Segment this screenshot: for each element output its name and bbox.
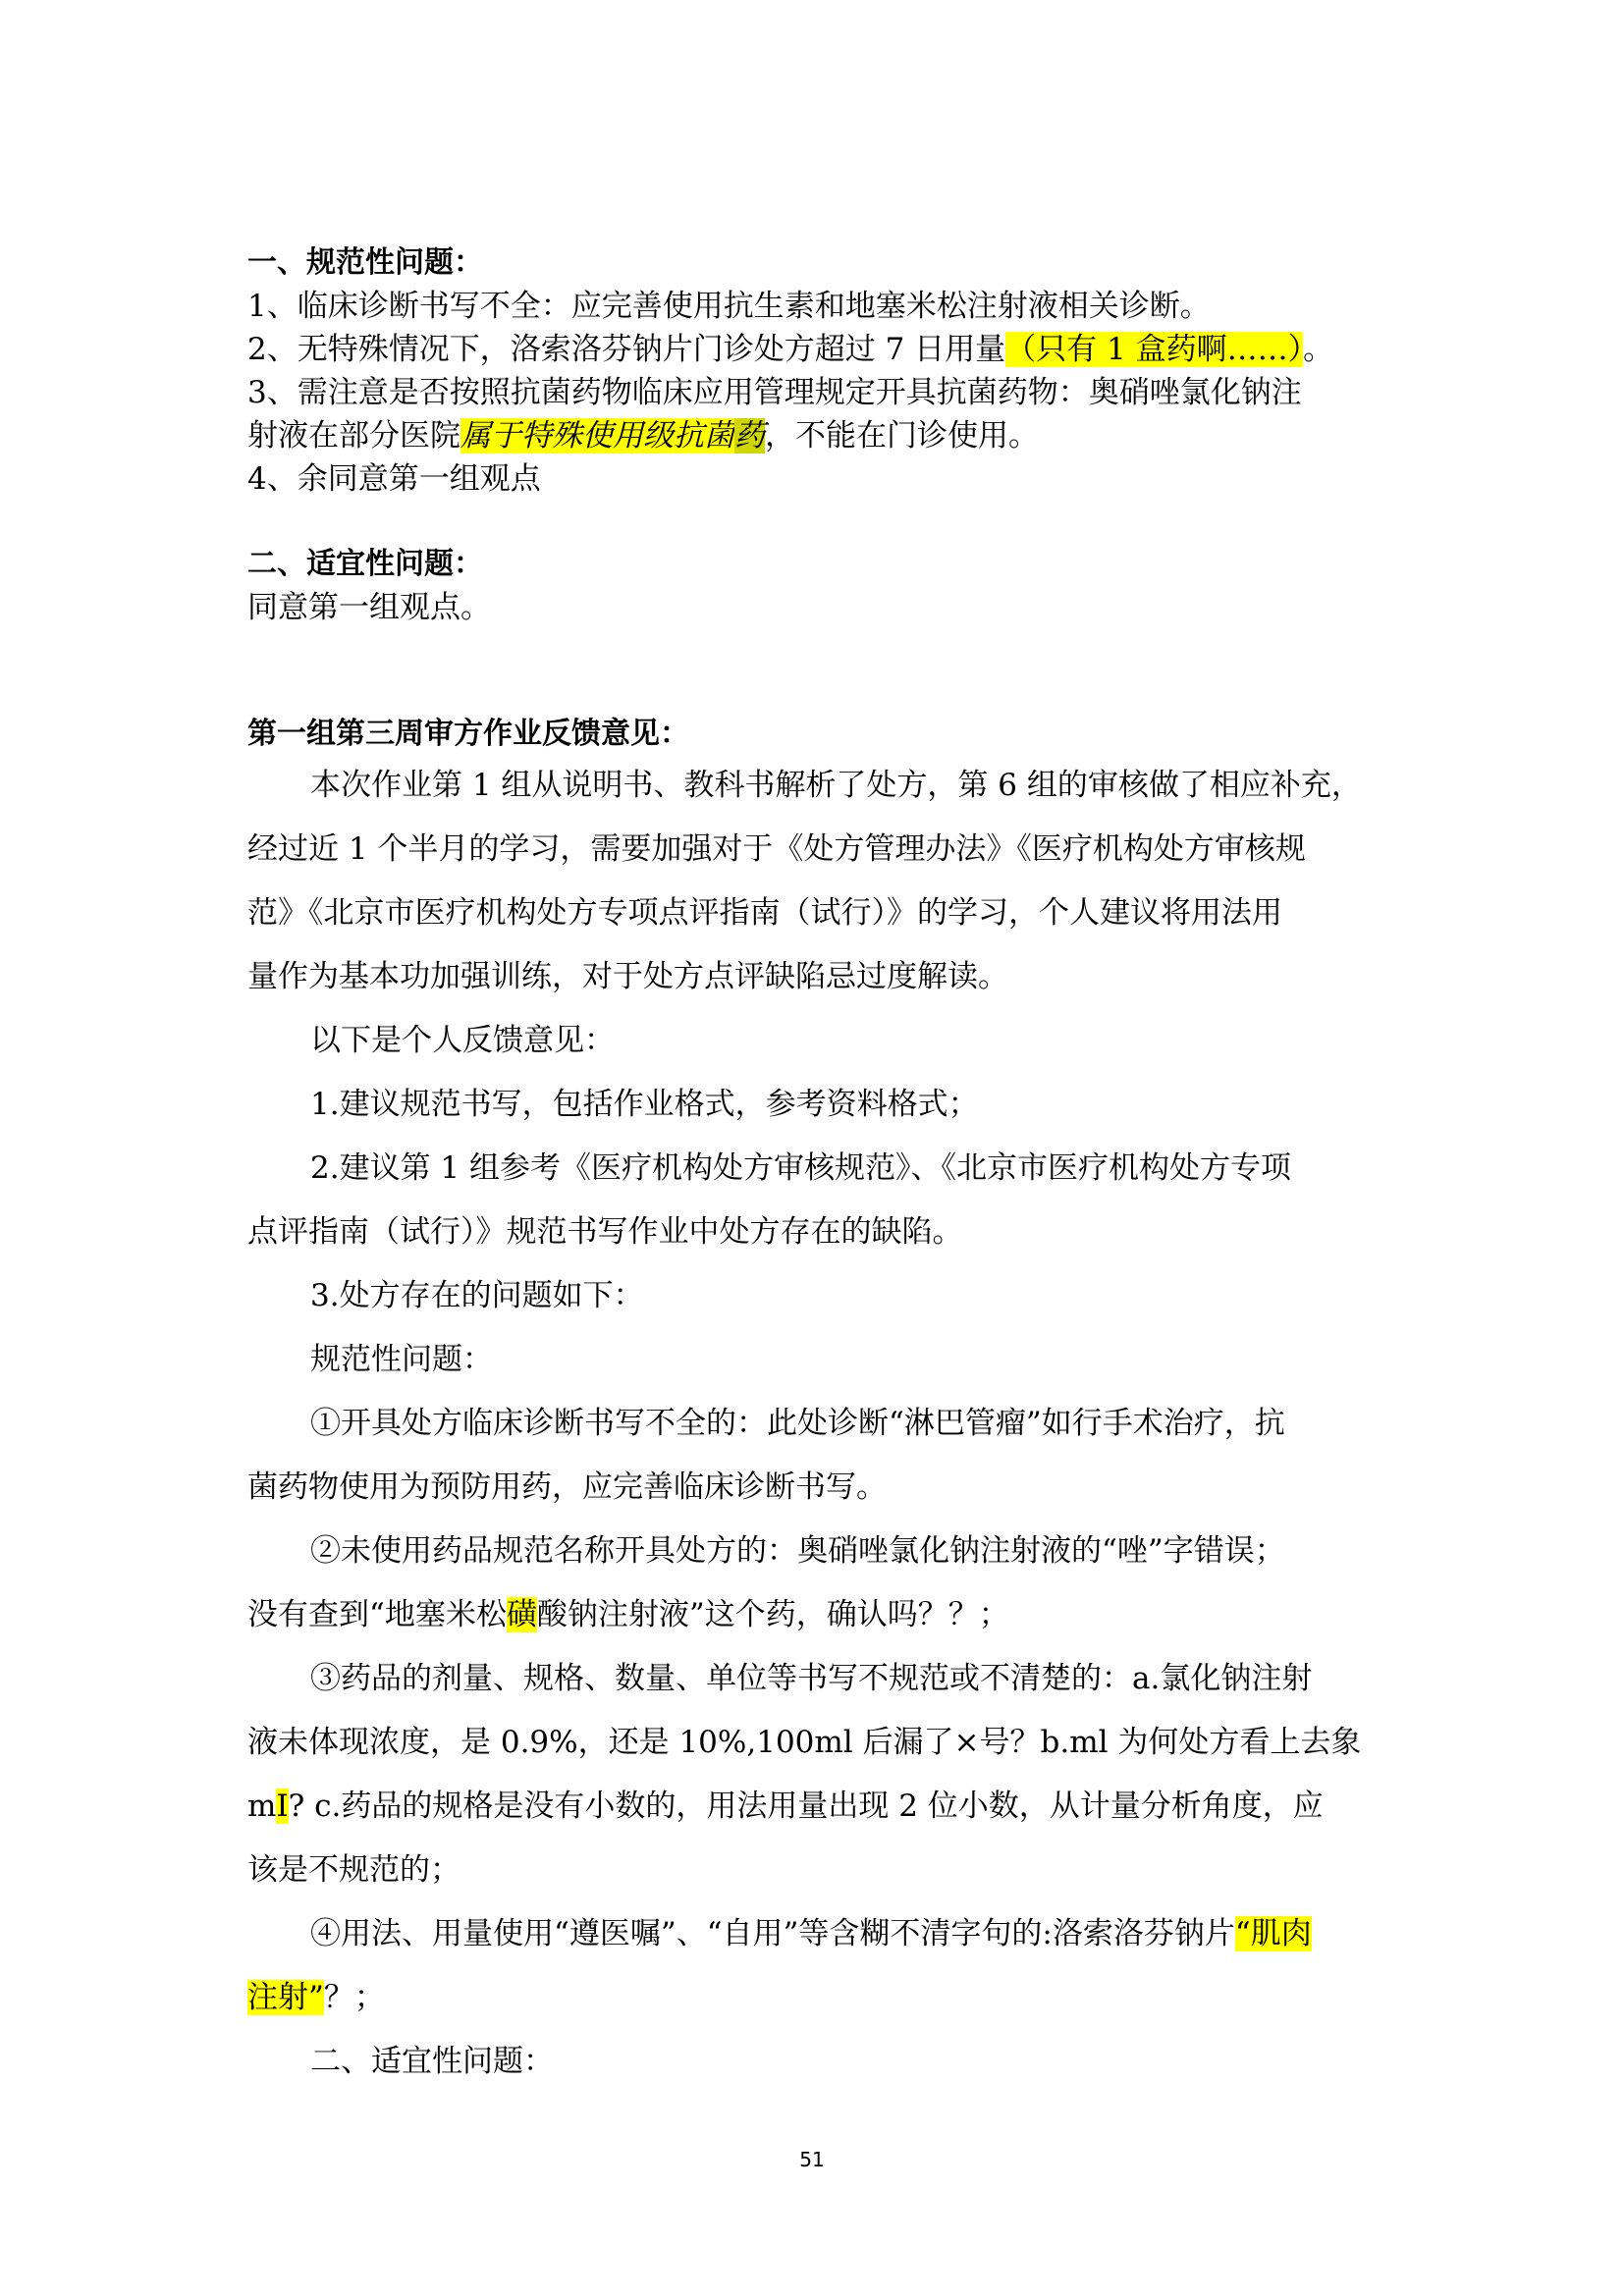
section-heading-normative: 一、规范性问题：	[247, 245, 483, 280]
highlight-dark-annotation: 药	[734, 418, 765, 454]
para1-line1: 本次作业第 1 组从说明书、教科书解析了处方，第 6 组的审核做了相应补充，	[310, 768, 1362, 803]
highlight-annotation: （只有 1 盒药啊……）	[1005, 332, 1304, 367]
para7-line2: 菌药物使用为预防用药，应完善临床诊断书写。	[247, 1469, 887, 1505]
feedback-body	[247, 754, 1386, 2094]
para1-line3: 范》《北京市医疗机构处方专项点评指南（试行）》的学习，个人建议将用法用	[247, 895, 1282, 931]
para10-line2	[247, 1966, 1386, 2030]
highlight-character: 磺	[506, 1597, 537, 1632]
para8-line2	[247, 1583, 1386, 1647]
page-number: 51	[799, 2148, 825, 2171]
para6: 规范性问题：	[310, 1342, 493, 1377]
section-normative	[247, 241, 1386, 501]
para10-line1	[247, 1902, 1386, 1966]
section-heading-suitability: 二、适宜性问题：	[247, 547, 483, 581]
highlight-character: I	[276, 1789, 289, 1824]
para7-line1: ①开具处方临床诊断书写不全的：此处诊断“淋巴管瘤”如行手术治疗，抗	[310, 1406, 1285, 1441]
para4-line1: 2.建议第 1 组参考《医疗机构处方审核规范》、《北京市医疗机构处方专项	[310, 1150, 1292, 1186]
para9-line4: 该是不规范的；	[247, 1852, 460, 1888]
para1-line4: 量作为基本功加强训练，对于处方点评缺陷忌过度解读。	[247, 959, 1008, 994]
para9-line1: ③药品的剂量、规格、数量、单位等书写不规范或不清楚的：a.氯化钠注射	[310, 1661, 1313, 1696]
para1-line2: 经过近 1 个半月的学习，需要加强对于《处方管理办法》《医疗机构处方审核规	[247, 831, 1306, 867]
normative-item-3-line-1: 3、需注意是否按照抗菌药物临床应用管理规定开具抗菌药物：奥硝唑氯化钠注	[247, 375, 1302, 410]
para5: 3.处方存在的问题如下：	[310, 1278, 644, 1313]
normative-item-3-line-2	[247, 414, 1386, 457]
highlight-annotation: 注射”	[247, 1980, 324, 2015]
para11: 二、适宜性问题：	[310, 2044, 554, 2079]
highlight-italic-annotation: 属于特殊使用级抗菌	[460, 418, 734, 454]
para9-line3	[247, 1775, 1386, 1839]
section-suitability	[247, 543, 1386, 629]
normative-item-4: 4、余同意第一组观点	[247, 461, 541, 497]
normative-item-2-end: 。	[1303, 332, 1334, 367]
normative-item-3-end: ，不能在门诊使用。	[765, 418, 1039, 454]
suitability-text: 同意第一组观点。	[247, 590, 491, 625]
para3: 1.建议规范书写，包括作业格式，参考资料格式；	[310, 1087, 979, 1122]
para2: 以下是个人反馈意见：	[310, 1023, 615, 1058]
section-feedback	[247, 713, 1386, 756]
normative-item-2-text: 2、无特殊情况下，洛索洛芬钠片门诊处方超过 7 日用量	[247, 332, 1006, 367]
para9-text: m	[247, 1789, 277, 1824]
normative-item-2	[247, 328, 1386, 371]
para8-text: 没有查到“地塞米松	[247, 1597, 507, 1632]
para9-line2: 液未体现浓度，是 0.9%，还是 10%,100ml 后漏了×号？b.ml 为何处方看上去象	[247, 1725, 1362, 1760]
normative-item-3-text: 射液在部分医院	[247, 418, 460, 454]
para9-end: ? c.药品的规格是没有小数的，用法用量出现 2 位小数，从计量分析角度，应	[288, 1789, 1324, 1824]
highlight-annotation: “肌肉	[1234, 1916, 1312, 1951]
para8-end: 酸钠注射液”这个药，确认吗？？；	[536, 1597, 1009, 1632]
feedback-heading: 第一组第三周审方作业反馈意见：	[247, 717, 689, 751]
para10-end: ？；	[323, 1980, 385, 2015]
para10-text: ④用法、用量使用“遵医嘱”、“自用”等含糊不清字句的:洛索洛芬钠片	[310, 1916, 1235, 1951]
normative-item-1: 1、临床诊断书写不全：应完善使用抗生素和地塞米松注射液相关诊断。	[247, 289, 1211, 324]
para8-line1: ②未使用药品规范名称开具处方的：奥硝唑氯化钠注射液的“唑”字错误；	[310, 1533, 1285, 1569]
para4-line2: 点评指南（试行）》规范书写作业中处方存在的缺陷。	[247, 1214, 963, 1250]
